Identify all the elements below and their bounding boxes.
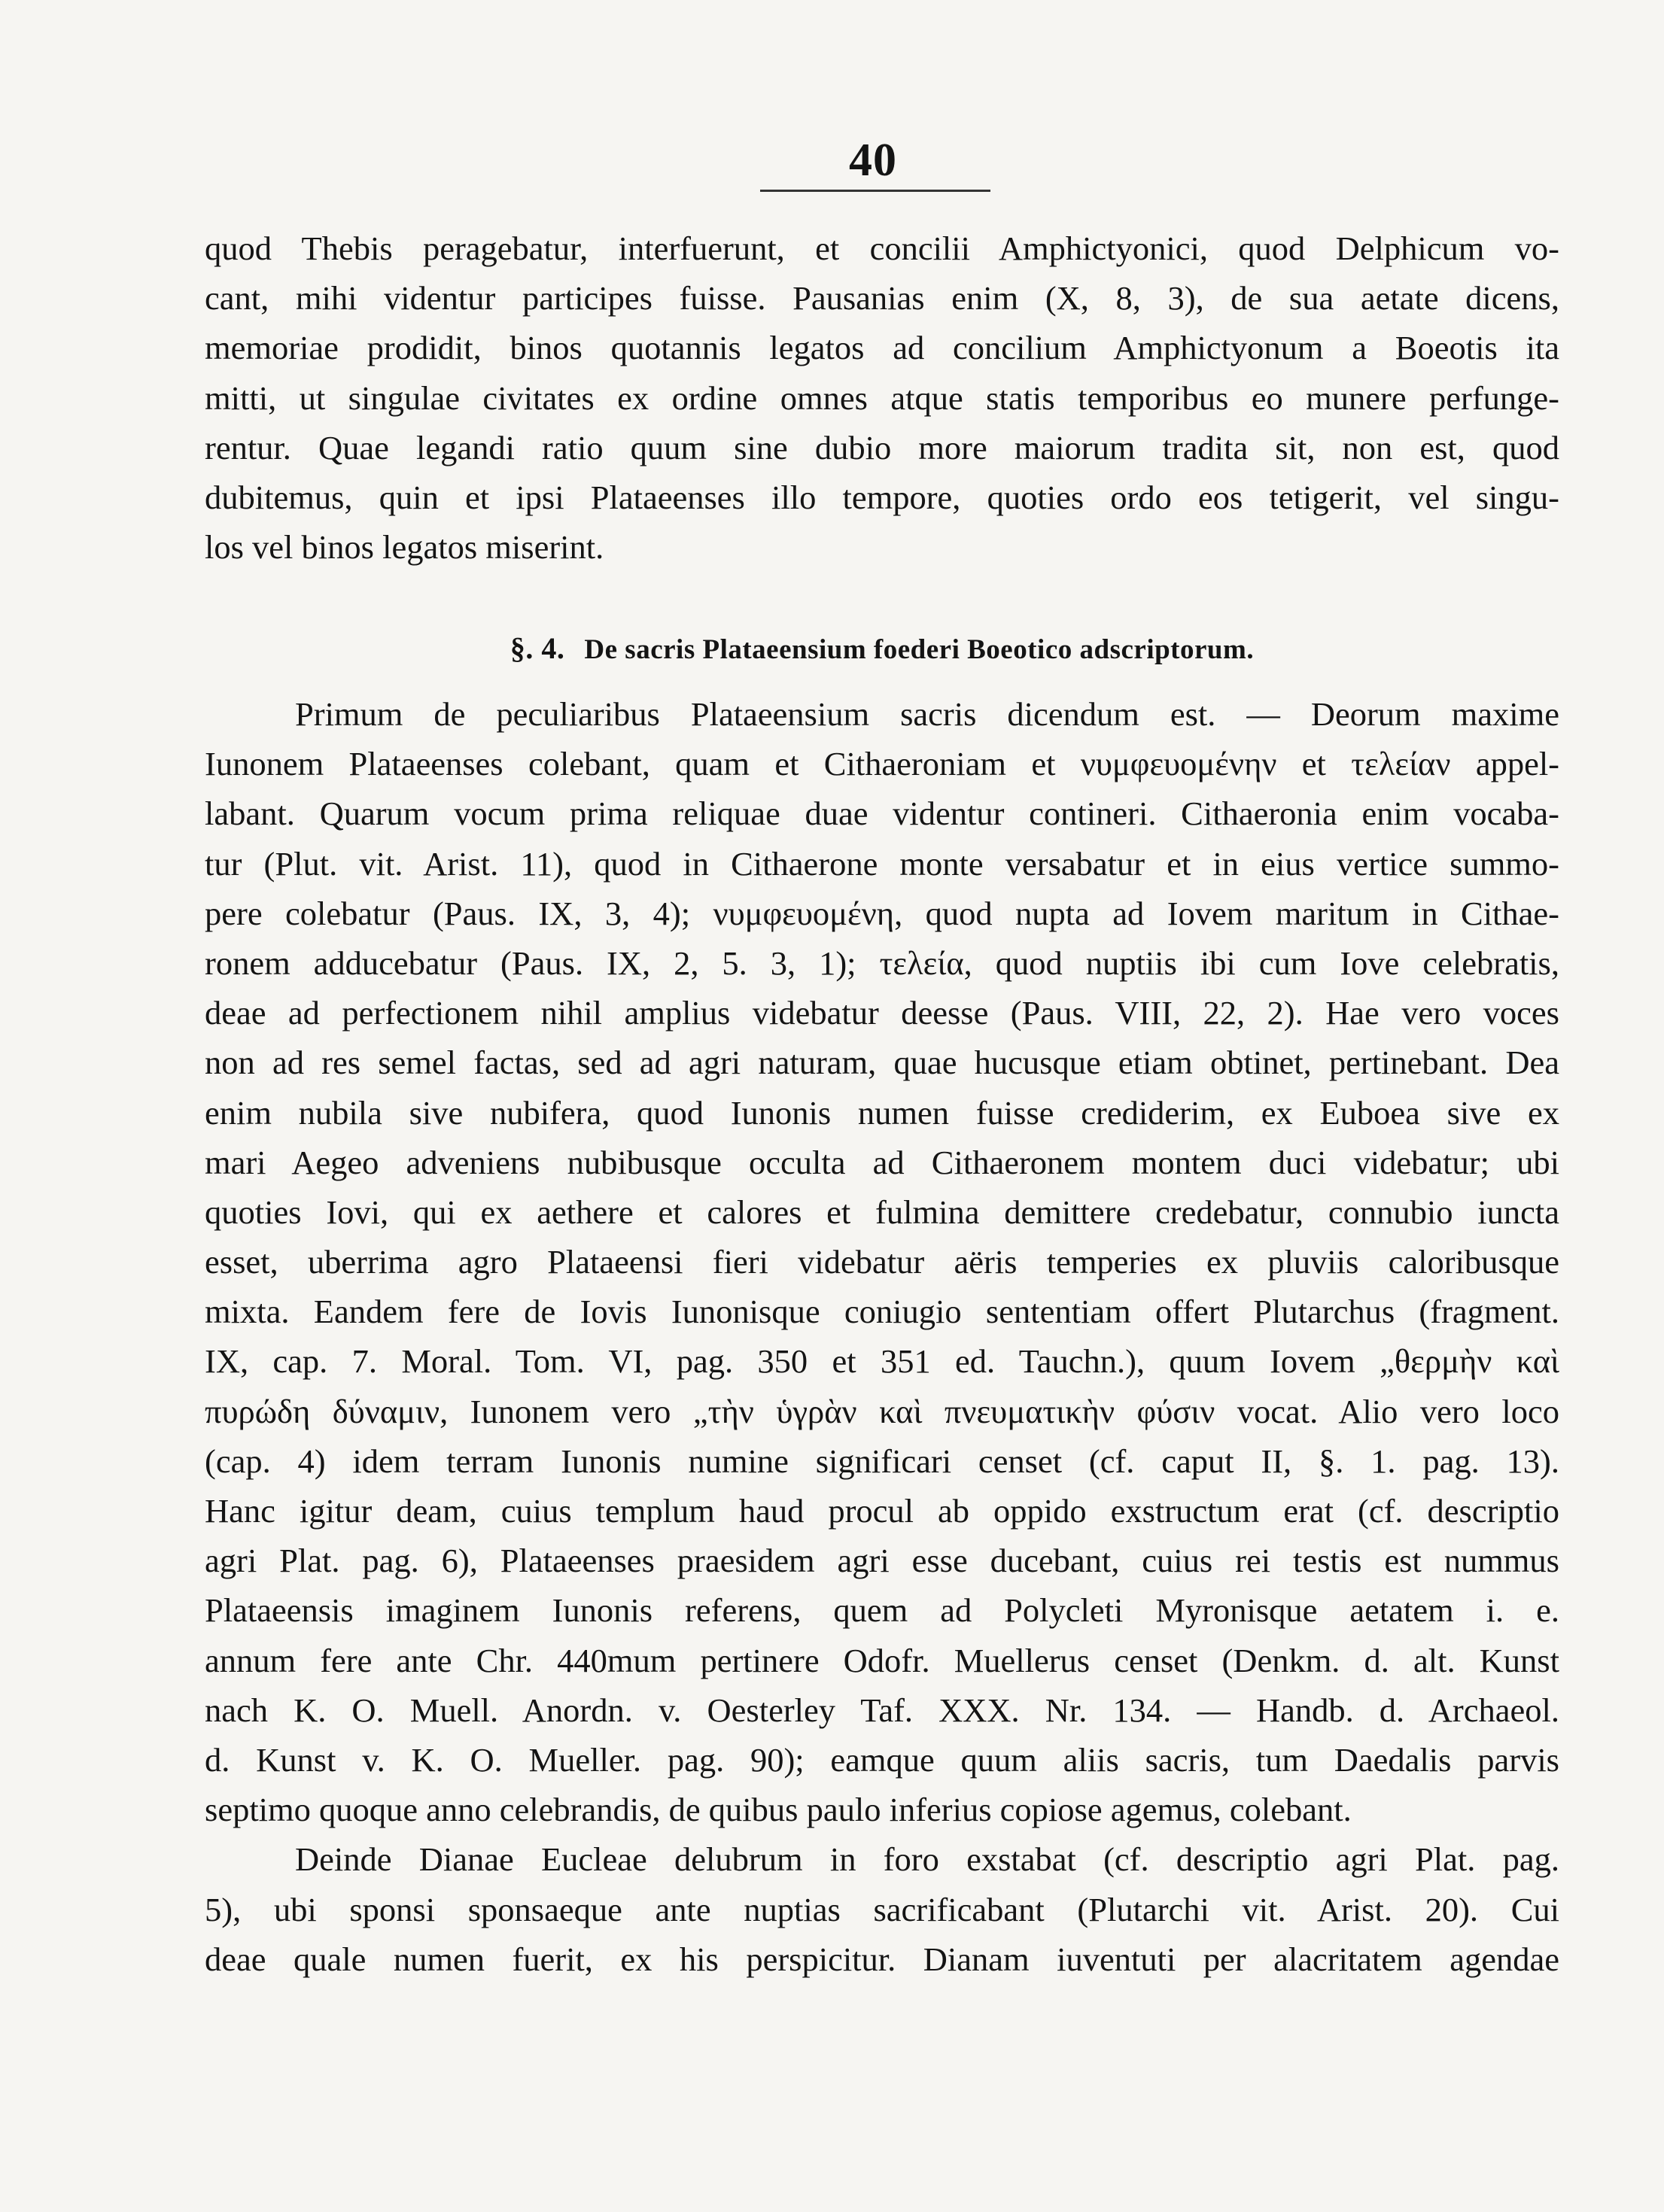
text-line: Iunonem Plataeenses colebant, quam et Cithaeroniam et νυμφευομένην et τελείαν appel- <box>205 745 1559 783</box>
text-line: memoriae prodidit, binos quotannis legatos ad concilium Amphictyonum a Boeotis ita <box>205 329 1559 367</box>
section-body <box>205 689 1559 1984</box>
text-line: ronem adducebatur (Paus. IX, 2, 5. 3, 1); τελεία, quod nuptiis ibi cum Iove celebratis, <box>205 943 1559 982</box>
text-line: dubitemus, quin et ipsi Plataeenses illo tempore, quoties ordo eos tetigerit, vel singu- <box>205 478 1559 516</box>
text-line: tur (Plut. vit. Arist. 11), quod in Cithaerone monte versabatur et in eius vertice summo- <box>205 844 1559 883</box>
text-line: mari Aegeo adveniens nubibusque occulta ad Cithaeronem montem duci videbatur; ubi <box>205 1143 1559 1181</box>
text-line: labant. Quarum vocum prima reliquae duae videntur contineri. Cithaeronia enim vocaba- <box>205 795 1559 833</box>
text-line: IX, cap. 7. Moral. Tom. VI, pag. 350 et 351 ed. Tauchn.), quum Iovem „θερμὴν καὶ <box>205 1342 1559 1381</box>
text-line: mixta. Eandem fere de Iovis Iunonisque coniugio sententiam offert Plutarchus (fragment. <box>205 1293 1559 1331</box>
text-line: quod Thebis peragebatur, interfuerunt, et concilii Amphictyonici, quod Delphicum vo- <box>205 229 1559 267</box>
text-line: Deinde Dianae Eucleae delubrum in foro exstabat (cf. descriptio agri Plat. pag. <box>295 1840 1559 1879</box>
text-line: pere colebatur (Paus. IX, 3, 4); νυμφευομένη, quod nupta ad Iovem maritum in Cithae- <box>205 894 1559 932</box>
text-line: los vel binos legatos miserint. <box>205 528 604 567</box>
text-line: deae ad perfectionem nihil amplius videbatur deesse (Paus. VIII, 22, 2). Hae vero voces <box>205 994 1559 1032</box>
text-line: deae quale numen fuerit, ex his perspicitur. Dianam iuventuti per alacritatem agendae <box>205 1940 1559 1978</box>
text-line: d. Kunst v. K. O. Mueller. pag. 90); eamque quum aliis sacris, tum Daedalis parvis <box>205 1740 1559 1779</box>
text-line: enim nubila sive nubifera, quod Iunonis numen fuisse crediderim, ex Euboea sive ex <box>205 1093 1559 1132</box>
text-line: rentur. Quae legandi ratio quum sine dubio more maiorum tradita sit, non est, quod <box>205 428 1559 466</box>
text-line: πυρώδη δύναμιν, Iunonem vero „τὴν ὑγρὰν καὶ πνευματικὴν φύσιν vocat. Alio vero loco <box>205 1392 1559 1430</box>
text-line: Hanc igitur deam, cuius templum haud procul ab oppido exstructum erat (cf. descriptio <box>205 1492 1559 1530</box>
text-line: (cap. 4) idem terram Iunonis numine significari censet (cf. caput II, §. 1. pag. 13). <box>205 1442 1559 1480</box>
page-number: 40 <box>849 135 897 186</box>
text-line: agri Plat. pag. 6), Plataeenses praesidem agri esse ducebant, cuius rei testis est nummus <box>205 1542 1559 1580</box>
text-line: non ad res semel factas, sed ad agri naturam, quae hucusque etiam obtinet, pertinebant. Dea <box>205 1044 1559 1082</box>
section-heading <box>205 630 1559 666</box>
page-number-rule <box>760 190 990 192</box>
text-line: nach K. O. Muell. Anordn. v. Oesterley Taf. XXX. Nr. 134. — Handb. d. Archaeol. <box>205 1691 1559 1729</box>
text-line: annum fere ante Chr. 440mum pertinere Odofr. Muellerus censet (Denkm. d. alt. Kunst <box>205 1641 1559 1679</box>
text-line: esset, uberrima agro Plataeensi fieri videbatur aëris temperies ex pluviis caloribusque <box>205 1243 1559 1281</box>
text-line: Primum de peculiaribus Plataeensium sacris dicendum est. — Deorum maxime <box>295 695 1559 733</box>
opening-paragraph <box>205 223 1559 572</box>
text-line: mitti, ut singulae civitates ex ordine omnes atque statis temporibus eo munere perfunge- <box>205 378 1559 417</box>
text-line: 5), ubi sponsi sponsaeque ante nuptias sacrificabant (Plutarchi vit. Arist. 20). Cui <box>205 1890 1559 1928</box>
text-line: septimo quoque anno celebrandis, de quibus paulo inferius copiose agemus, colebant. <box>205 1791 1352 1829</box>
section-number: §. 4. <box>510 631 565 665</box>
text-line: cant, mihi videntur participes fuisse. Pausanias enim (X, 8, 3), de sua aetate dicens, <box>205 279 1559 318</box>
text-line: quoties Iovi, qui ex aethere et calores et fulmina demittere credebatur, connubio iuncta <box>205 1193 1559 1231</box>
text-line: Plataeensis imaginem Iunonis referens, quem ad Polycleti Myronisque aetatem i. e. <box>205 1591 1559 1630</box>
section-title: De sacris Plataeensium foederi Boeotico adscriptorum. <box>584 634 1255 665</box>
